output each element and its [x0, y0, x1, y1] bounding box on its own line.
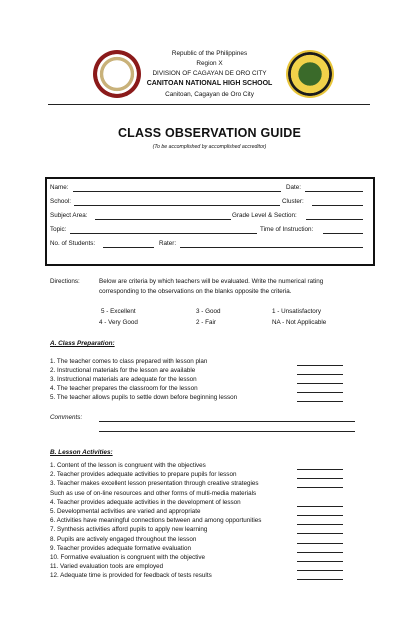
criterion-text: 4. The teacher prepares the classroom for the lesson	[50, 385, 198, 392]
time-of-instruction-field[interactable]	[323, 233, 363, 234]
name-field[interactable]	[73, 191, 281, 192]
criterion-text: 5. The teacher allows pupils to settle down before beginning lesson	[50, 394, 238, 401]
criterion-text: 7. Synthesis activities afford pupils to apply new learning	[50, 526, 208, 534]
criterion-text: 2. Instructional materials for the lesson are available	[50, 367, 196, 374]
rating-blank[interactable]	[297, 383, 343, 384]
rating-blank[interactable]	[297, 533, 343, 534]
criterion-text: 2. Teacher provides adequate activities to prepare pupils for lesson	[50, 471, 237, 479]
criterion-text: 10. Formative evaluation is congruent with the objective	[50, 554, 206, 561]
scale-excellent: 5 - Excellent	[101, 308, 136, 315]
rating-blank[interactable]	[297, 570, 343, 571]
header-division: DIVISION OF CAGAYAN DE ORO CITY	[152, 70, 267, 77]
grade-section-field[interactable]	[306, 219, 363, 220]
comments-field-line-2[interactable]	[99, 431, 355, 432]
scale-good: 3 - Good	[196, 308, 221, 315]
rating-blank[interactable]	[297, 515, 343, 516]
scale-unsatisfactory: 1 - Unsatisfactory	[272, 308, 321, 315]
directions-text-1: Below are criteria by which teachers will be evaluated. Write the numerical rating	[99, 278, 324, 285]
date-field[interactable]	[305, 191, 363, 192]
rating-blank[interactable]	[297, 374, 343, 375]
criterion-text: 5. Developmental activities are varied and appropriate	[50, 508, 201, 515]
criterion-text: 1. The teacher comes to class prepared with lesson plan	[50, 358, 208, 365]
criterion-text: 12. Adequate time is provided for feedback of tests results	[50, 572, 212, 580]
page-subtitle: (To be accomplished by accomplished accreditor)	[152, 144, 267, 150]
header-divider	[48, 104, 370, 105]
criterion-text: 3. Instructional materials are adequate for the lesson	[50, 376, 197, 383]
criterion-text: 4. Teacher provides adequate activities in the development of lesson	[50, 498, 241, 506]
subject-area-field[interactable]	[95, 219, 231, 220]
rating-blank[interactable]	[297, 506, 343, 507]
comments-field-line-1[interactable]	[99, 421, 355, 422]
directions-text-2: corresponding to the observations on the blanks opposite the criteria.	[99, 288, 292, 295]
cluster-field[interactable]	[312, 205, 363, 206]
scale-not-applicable: NA - Not Applicable	[272, 319, 327, 326]
criterion-text: 6. Activities have meaningful connections between and among opportunities	[50, 517, 262, 525]
rating-blank[interactable]	[297, 524, 343, 525]
rating-blank[interactable]	[297, 561, 343, 562]
header-address: Canitoan, Cagayan de Oro City	[165, 91, 254, 98]
rating-blank[interactable]	[297, 543, 343, 544]
comments-label: Comments:	[50, 414, 83, 421]
criterion-text: Such as use of on-line resources and other forms of multi-media materials	[50, 489, 257, 497]
section-b-title: B. Lesson Activities:	[50, 449, 113, 456]
rating-blank[interactable]	[297, 469, 343, 470]
subject-area-label: Subject Area:	[50, 212, 88, 219]
rating-blank[interactable]	[297, 392, 343, 393]
criterion-text: 11. Varied evaluation tools are employed	[50, 563, 164, 571]
rating-blank[interactable]	[297, 552, 343, 553]
school-field[interactable]	[74, 205, 280, 206]
criterion-text: 3. Teacher makes excellent lesson presentation through creative strategies	[50, 480, 259, 488]
name-label: Name:	[50, 184, 69, 191]
topic-field[interactable]	[70, 233, 257, 234]
rating-blank[interactable]	[297, 579, 343, 580]
header-republic: Republic of the Philippines	[171, 50, 248, 57]
header-school: CANITOAN NATIONAL HIGH SCHOOL	[146, 80, 273, 87]
topic-label: Topic:	[50, 226, 67, 233]
no-students-label: No. of Students:	[50, 240, 96, 247]
scale-fair: 2 - Fair	[196, 319, 216, 326]
date-label: Date:	[286, 184, 302, 191]
rating-blank[interactable]	[297, 401, 343, 402]
scale-very-good: 4 - Very Good	[99, 319, 138, 326]
grade-section-label: Grade Level & Section:	[232, 212, 297, 219]
header-region: Region X	[196, 60, 223, 67]
rating-blank[interactable]	[297, 365, 343, 366]
criterion-text: 9. Teacher provides adequate formative evaluation	[50, 544, 191, 552]
criterion-text: 1. Content of the lesson is congruent with the objectives	[50, 462, 206, 469]
no-students-field[interactable]	[103, 247, 154, 248]
school-label: School:	[50, 198, 72, 205]
time-of-instruction-label: Time of Instruction:	[260, 226, 314, 233]
cluster-label: Cluster:	[282, 198, 304, 205]
section-a-title: A. Class Preparation:	[50, 340, 115, 347]
rating-blank[interactable]	[297, 478, 343, 479]
directions-label: Directions:	[50, 278, 80, 285]
criterion-text: 8. Pupils are actively engaged throughout the lesson	[50, 535, 197, 543]
rater-label: Rater:	[159, 240, 177, 247]
rating-blank[interactable]	[297, 487, 343, 488]
rater-field[interactable]	[180, 247, 363, 248]
page-title: CLASS OBSERVATION GUIDE	[117, 126, 302, 140]
